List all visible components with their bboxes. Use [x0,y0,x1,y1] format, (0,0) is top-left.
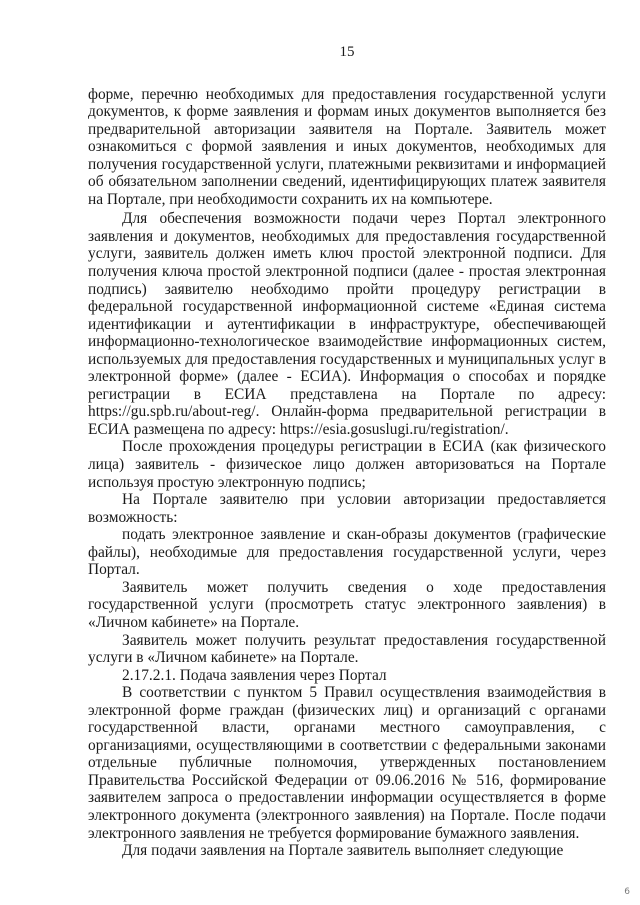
paragraph-regulation: В соответствии с пунктом 5 Правил осуществления взаимодействия в электронной форме граждан (физических лиц) и организаций с органами государственной власти, органами местного самоуправления, с организациями, осуществляющими в соответствии с федеральными законами отдельные публичные полномочия, утвержденных постановлением Правительства Российской Федерации от 09.06.2016 № 516, формирование заявителем запроса о предоставлении информации осуществляется в форме электронного документа (электронного заявления) на Портале. После подачи электронного заявления не требуется формирование бумажного заявления. [88,684,606,842]
paragraph-portal-opportunities: На Портале заявителю при условии авторизации предоставляется возможность: [88,491,606,526]
paragraph-status-info: Заявитель может получить сведения о ходе предоставления государственной услуги (просмотреть статус электронного заявления) в «Личном кабинете» на Портале. [88,578,606,631]
edge-mark: 6 [624,887,630,897]
paragraph-authorization: После прохождения процедуры регистрации в ЕСИА (как физического лица) заявитель - физическое лицо должен авторизоваться на Портале используя простую электронную подпись; [88,438,606,491]
paragraph-submission-steps: Для подачи заявления на Портале заявитель выполняет следующие [122,842,564,860]
paragraph-continuation: форме, перечню необходимых для предоставления государственной услуги документов, к форме заявления и формам иных документов выполняется без предварительной авторизации заявителя на Портале. Заявитель может ознакомиться с формой заявления и иных документов, необходимых для получения государственной услуги, платежными реквизитами и информацией об обязательном заполнении сведений, идентифицирующих платеж заявителя на Портале, при необходимости сохранить их на компьютере. [88,85,606,208]
paragraph-submit-application: подать электронное заявление и скан-образы документов (графические файлы), необходимые для предоставления государственной услуги, через Портал. [88,526,606,579]
document-page [88,44,606,860]
paragraph-result-info: Заявитель может получить результат предоставления государственной услуги в «Личном кабинете» на Портале. [88,631,606,667]
paragraph-esia-registration: Для обеспечения возможности подачи через Портал электронного заявления и документов, необходимых для предоставления государственной услуги, заявитель должен иметь ключ простой электронной подписи. Для получения ключа простой электронной подписи (далее - простая электронная подпись) заявителю необходимо пройти процедуру регистрации в федеральной государственной информационной системе «Единая система идентификации и аутентификации в инфраструктуре, обеспечивающей информационно-технологическое взаимодействие информационных систем, используемых для предоставления государственных и муниципальных услуг в электронной форме» (далее - ЕСИА). Информация о способах и порядке регистрации в ЕСИА представлена на Портале по адресу: https://gu.spb.ru/about-reg/. Онлайн-форма предварительной регистрации в ЕСИА размещена по адресу: https://esia.gosuslugi.ru/registration/. [88,210,606,438]
section-heading: 2.17.2.1. Подача заявления через Портал [122,666,387,684]
page-number: 15 [339,44,355,60]
